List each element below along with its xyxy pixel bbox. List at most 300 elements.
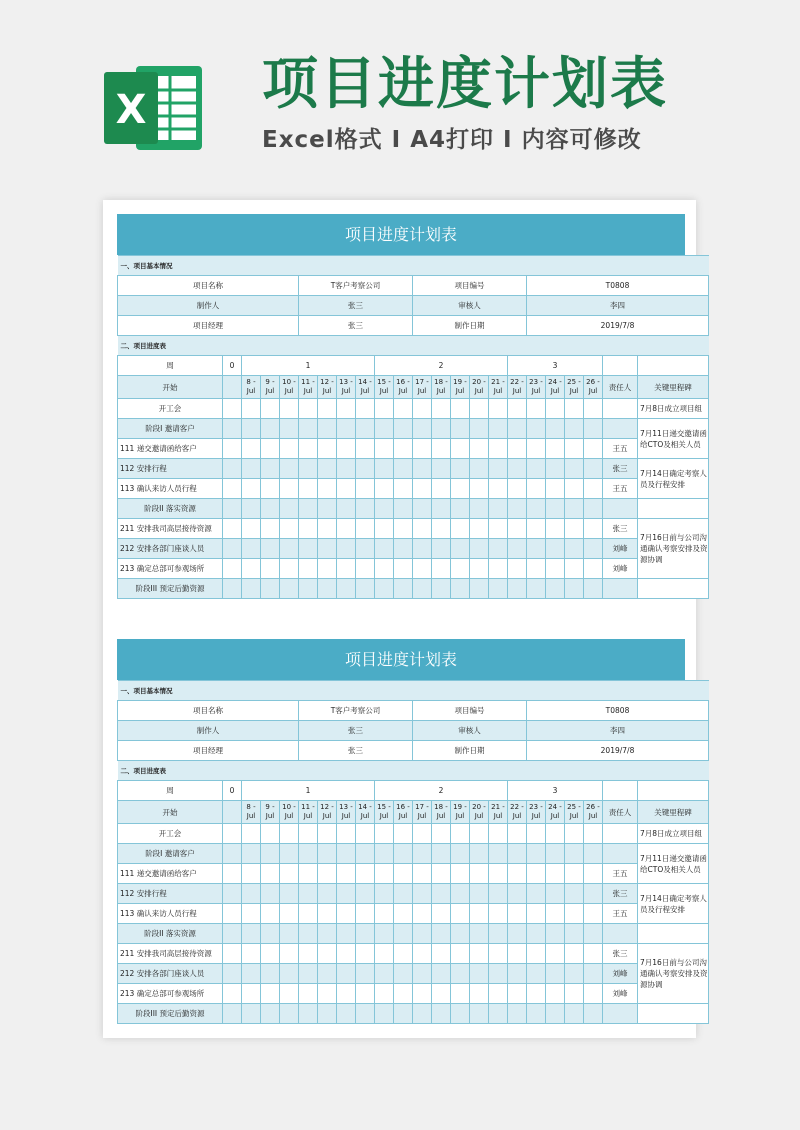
gantt-cell[interactable] <box>318 924 337 944</box>
gantt-cell[interactable] <box>242 479 261 499</box>
gantt-cell[interactable] <box>451 559 470 579</box>
gantt-cell[interactable] <box>565 459 584 479</box>
gantt-cell[interactable] <box>470 984 489 1004</box>
gantt-cell[interactable] <box>261 479 280 499</box>
gantt-cell[interactable] <box>489 399 508 419</box>
gantt-cell[interactable] <box>565 1004 584 1024</box>
gantt-cell[interactable] <box>527 964 546 984</box>
gantt-cell[interactable] <box>546 864 565 884</box>
gantt-cell[interactable] <box>470 1004 489 1024</box>
value-project-number[interactable]: T0808 <box>527 701 709 721</box>
gantt-cell[interactable] <box>318 824 337 844</box>
value-reviewer[interactable]: 李四 <box>527 721 709 741</box>
gantt-cell[interactable] <box>242 824 261 844</box>
gantt-cell[interactable] <box>337 519 356 539</box>
gantt-cell[interactable] <box>584 439 603 459</box>
gantt-cell[interactable] <box>242 539 261 559</box>
gantt-cell[interactable] <box>223 824 242 844</box>
gantt-cell[interactable] <box>489 479 508 499</box>
gantt-cell[interactable] <box>318 904 337 924</box>
gantt-cell[interactable] <box>584 419 603 439</box>
gantt-cell[interactable] <box>318 419 337 439</box>
gantt-cell[interactable] <box>527 399 546 419</box>
gantt-cell[interactable] <box>223 844 242 864</box>
gantt-cell[interactable] <box>413 419 432 439</box>
gantt-cell[interactable] <box>451 519 470 539</box>
gantt-cell[interactable] <box>394 439 413 459</box>
gantt-cell[interactable] <box>413 559 432 579</box>
gantt-cell[interactable] <box>451 944 470 964</box>
gantt-cell[interactable] <box>432 559 451 579</box>
gantt-cell[interactable] <box>356 884 375 904</box>
gantt-cell[interactable] <box>527 884 546 904</box>
gantt-cell[interactable] <box>261 559 280 579</box>
owner-cell[interactable] <box>603 924 638 944</box>
gantt-cell[interactable] <box>280 519 299 539</box>
gantt-cell[interactable] <box>527 499 546 519</box>
gantt-cell[interactable] <box>470 844 489 864</box>
gantt-cell[interactable] <box>337 539 356 559</box>
gantt-cell[interactable] <box>394 884 413 904</box>
gantt-cell[interactable] <box>546 459 565 479</box>
gantt-cell[interactable] <box>584 884 603 904</box>
value-reviewer[interactable]: 李四 <box>527 296 709 316</box>
gantt-cell[interactable] <box>280 844 299 864</box>
gantt-cell[interactable] <box>565 499 584 519</box>
gantt-cell[interactable] <box>413 984 432 1004</box>
gantt-cell[interactable] <box>546 419 565 439</box>
gantt-cell[interactable] <box>223 519 242 539</box>
gantt-cell[interactable] <box>394 964 413 984</box>
gantt-cell[interactable] <box>223 964 242 984</box>
gantt-cell[interactable] <box>375 519 394 539</box>
gantt-cell[interactable] <box>527 944 546 964</box>
gantt-cell[interactable] <box>508 944 527 964</box>
gantt-cell[interactable] <box>489 864 508 884</box>
gantt-cell[interactable] <box>432 539 451 559</box>
gantt-cell[interactable] <box>508 904 527 924</box>
gantt-cell[interactable] <box>527 864 546 884</box>
gantt-cell[interactable] <box>546 1004 565 1024</box>
gantt-cell[interactable] <box>584 944 603 964</box>
gantt-cell[interactable] <box>489 924 508 944</box>
gantt-cell[interactable] <box>432 824 451 844</box>
gantt-cell[interactable] <box>299 499 318 519</box>
owner-cell[interactable]: 张三 <box>603 884 638 904</box>
gantt-cell[interactable] <box>280 579 299 599</box>
gantt-cell[interactable] <box>318 579 337 599</box>
gantt-cell[interactable] <box>242 904 261 924</box>
gantt-cell[interactable] <box>337 399 356 419</box>
gantt-cell[interactable] <box>299 439 318 459</box>
gantt-cell[interactable] <box>394 539 413 559</box>
gantt-cell[interactable] <box>299 844 318 864</box>
gantt-cell[interactable] <box>318 479 337 499</box>
gantt-cell[interactable] <box>508 419 527 439</box>
gantt-cell[interactable] <box>356 439 375 459</box>
gantt-cell[interactable] <box>242 519 261 539</box>
gantt-cell[interactable] <box>242 559 261 579</box>
gantt-cell[interactable] <box>489 499 508 519</box>
gantt-cell[interactable] <box>356 984 375 1004</box>
gantt-cell[interactable] <box>356 944 375 964</box>
gantt-cell[interactable] <box>546 824 565 844</box>
owner-cell[interactable] <box>603 399 638 419</box>
gantt-cell[interactable] <box>546 519 565 539</box>
gantt-cell[interactable] <box>470 499 489 519</box>
gantt-cell[interactable] <box>299 964 318 984</box>
gantt-cell[interactable] <box>375 1004 394 1024</box>
owner-cell[interactable] <box>603 1004 638 1024</box>
value-project-manager[interactable]: 张三 <box>299 316 413 336</box>
gantt-cell[interactable] <box>223 864 242 884</box>
gantt-cell[interactable] <box>413 459 432 479</box>
gantt-cell[interactable] <box>261 519 280 539</box>
gantt-cell[interactable] <box>565 479 584 499</box>
gantt-cell[interactable] <box>299 824 318 844</box>
gantt-cell[interactable] <box>489 984 508 1004</box>
gantt-cell[interactable] <box>261 459 280 479</box>
gantt-cell[interactable] <box>261 844 280 864</box>
gantt-cell[interactable] <box>318 964 337 984</box>
gantt-cell[interactable] <box>413 519 432 539</box>
gantt-cell[interactable] <box>261 399 280 419</box>
gantt-cell[interactable] <box>527 579 546 599</box>
gantt-cell[interactable] <box>261 824 280 844</box>
gantt-cell[interactable] <box>337 904 356 924</box>
gantt-cell[interactable] <box>413 399 432 419</box>
gantt-cell[interactable] <box>299 479 318 499</box>
gantt-cell[interactable] <box>223 579 242 599</box>
owner-cell[interactable] <box>603 844 638 864</box>
gantt-cell[interactable] <box>356 924 375 944</box>
gantt-cell[interactable] <box>223 944 242 964</box>
gantt-cell[interactable] <box>527 824 546 844</box>
gantt-cell[interactable] <box>508 579 527 599</box>
gantt-cell[interactable] <box>527 559 546 579</box>
gantt-cell[interactable] <box>546 559 565 579</box>
gantt-cell[interactable] <box>261 864 280 884</box>
gantt-cell[interactable] <box>280 884 299 904</box>
gantt-cell[interactable] <box>375 984 394 1004</box>
gantt-cell[interactable] <box>299 519 318 539</box>
gantt-cell[interactable] <box>584 964 603 984</box>
gantt-cell[interactable] <box>356 824 375 844</box>
gantt-cell[interactable] <box>527 984 546 1004</box>
owner-cell[interactable]: 王五 <box>603 864 638 884</box>
gantt-cell[interactable] <box>584 479 603 499</box>
gantt-cell[interactable] <box>432 984 451 1004</box>
gantt-cell[interactable] <box>546 984 565 1004</box>
gantt-cell[interactable] <box>470 459 489 479</box>
owner-cell[interactable]: 王五 <box>603 479 638 499</box>
gantt-cell[interactable] <box>223 1004 242 1024</box>
gantt-cell[interactable] <box>451 824 470 844</box>
gantt-cell[interactable] <box>527 419 546 439</box>
gantt-cell[interactable] <box>413 904 432 924</box>
gantt-cell[interactable] <box>508 459 527 479</box>
owner-cell[interactable]: 刘峰 <box>603 964 638 984</box>
gantt-cell[interactable] <box>451 904 470 924</box>
gantt-cell[interactable] <box>527 479 546 499</box>
gantt-cell[interactable] <box>451 984 470 1004</box>
gantt-cell[interactable] <box>318 559 337 579</box>
gantt-cell[interactable] <box>375 824 394 844</box>
gantt-cell[interactable] <box>337 924 356 944</box>
gantt-cell[interactable] <box>432 864 451 884</box>
gantt-cell[interactable] <box>451 1004 470 1024</box>
gantt-cell[interactable] <box>223 904 242 924</box>
gantt-cell[interactable] <box>565 519 584 539</box>
owner-cell[interactable] <box>603 824 638 844</box>
gantt-cell[interactable] <box>280 419 299 439</box>
gantt-cell[interactable] <box>261 499 280 519</box>
gantt-cell[interactable] <box>470 579 489 599</box>
gantt-cell[interactable] <box>394 1004 413 1024</box>
gantt-cell[interactable] <box>489 459 508 479</box>
gantt-cell[interactable] <box>546 579 565 599</box>
owner-cell[interactable] <box>603 419 638 439</box>
gantt-cell[interactable] <box>489 539 508 559</box>
gantt-cell[interactable] <box>223 419 242 439</box>
gantt-cell[interactable] <box>508 924 527 944</box>
gantt-cell[interactable] <box>451 399 470 419</box>
gantt-cell[interactable] <box>432 904 451 924</box>
gantt-cell[interactable] <box>432 844 451 864</box>
gantt-cell[interactable] <box>394 844 413 864</box>
owner-cell[interactable]: 张三 <box>603 519 638 539</box>
gantt-cell[interactable] <box>546 479 565 499</box>
gantt-cell[interactable] <box>280 499 299 519</box>
gantt-cell[interactable] <box>565 439 584 459</box>
gantt-cell[interactable] <box>546 944 565 964</box>
gantt-cell[interactable] <box>318 1004 337 1024</box>
gantt-cell[interactable] <box>242 399 261 419</box>
gantt-cell[interactable] <box>527 924 546 944</box>
gantt-cell[interactable] <box>546 884 565 904</box>
value-project-name[interactable]: T客户考察公司 <box>299 276 413 296</box>
gantt-cell[interactable] <box>565 579 584 599</box>
gantt-cell[interactable] <box>375 399 394 419</box>
gantt-cell[interactable] <box>565 904 584 924</box>
gantt-cell[interactable] <box>584 1004 603 1024</box>
gantt-cell[interactable] <box>527 904 546 924</box>
gantt-cell[interactable] <box>470 539 489 559</box>
gantt-cell[interactable] <box>280 439 299 459</box>
gantt-cell[interactable] <box>261 964 280 984</box>
gantt-cell[interactable] <box>356 964 375 984</box>
gantt-cell[interactable] <box>451 924 470 944</box>
gantt-cell[interactable] <box>318 499 337 519</box>
gantt-cell[interactable] <box>261 1004 280 1024</box>
gantt-cell[interactable] <box>565 539 584 559</box>
gantt-cell[interactable] <box>546 924 565 944</box>
gantt-cell[interactable] <box>413 884 432 904</box>
gantt-cell[interactable] <box>527 519 546 539</box>
gantt-cell[interactable] <box>432 579 451 599</box>
gantt-cell[interactable] <box>318 399 337 419</box>
gantt-cell[interactable] <box>413 944 432 964</box>
gantt-cell[interactable] <box>356 1004 375 1024</box>
owner-cell[interactable] <box>603 579 638 599</box>
gantt-cell[interactable] <box>242 459 261 479</box>
gantt-cell[interactable] <box>546 499 565 519</box>
gantt-cell[interactable] <box>508 399 527 419</box>
gantt-cell[interactable] <box>413 579 432 599</box>
gantt-cell[interactable] <box>337 479 356 499</box>
gantt-cell[interactable] <box>565 864 584 884</box>
gantt-cell[interactable] <box>375 499 394 519</box>
gantt-cell[interactable] <box>489 824 508 844</box>
value-project-name[interactable]: T客户考察公司 <box>299 701 413 721</box>
gantt-cell[interactable] <box>584 499 603 519</box>
gantt-cell[interactable] <box>546 439 565 459</box>
gantt-cell[interactable] <box>318 884 337 904</box>
gantt-cell[interactable] <box>565 844 584 864</box>
gantt-cell[interactable] <box>375 864 394 884</box>
gantt-cell[interactable] <box>318 459 337 479</box>
gantt-cell[interactable] <box>489 964 508 984</box>
gantt-cell[interactable] <box>470 884 489 904</box>
gantt-cell[interactable] <box>337 1004 356 1024</box>
gantt-cell[interactable] <box>356 864 375 884</box>
gantt-cell[interactable] <box>223 459 242 479</box>
gantt-cell[interactable] <box>413 824 432 844</box>
gantt-cell[interactable] <box>356 904 375 924</box>
gantt-cell[interactable] <box>337 579 356 599</box>
gantt-cell[interactable] <box>261 924 280 944</box>
gantt-cell[interactable] <box>546 844 565 864</box>
gantt-cell[interactable] <box>413 499 432 519</box>
gantt-cell[interactable] <box>375 924 394 944</box>
gantt-cell[interactable] <box>318 519 337 539</box>
gantt-cell[interactable] <box>375 884 394 904</box>
gantt-cell[interactable] <box>375 844 394 864</box>
gantt-cell[interactable] <box>394 479 413 499</box>
gantt-cell[interactable] <box>508 479 527 499</box>
gantt-cell[interactable] <box>508 964 527 984</box>
gantt-cell[interactable] <box>280 824 299 844</box>
gantt-cell[interactable] <box>375 479 394 499</box>
owner-cell[interactable]: 王五 <box>603 904 638 924</box>
gantt-cell[interactable] <box>451 579 470 599</box>
gantt-cell[interactable] <box>489 439 508 459</box>
gantt-cell[interactable] <box>375 944 394 964</box>
gantt-cell[interactable] <box>527 439 546 459</box>
gantt-cell[interactable] <box>223 984 242 1004</box>
gantt-cell[interactable] <box>242 579 261 599</box>
gantt-cell[interactable] <box>489 519 508 539</box>
gantt-cell[interactable] <box>337 459 356 479</box>
gantt-cell[interactable] <box>394 904 413 924</box>
gantt-cell[interactable] <box>508 439 527 459</box>
gantt-cell[interactable] <box>584 539 603 559</box>
gantt-cell[interactable] <box>413 539 432 559</box>
gantt-cell[interactable] <box>565 924 584 944</box>
owner-cell[interactable]: 张三 <box>603 459 638 479</box>
gantt-cell[interactable] <box>299 539 318 559</box>
gantt-cell[interactable] <box>242 844 261 864</box>
owner-cell[interactable] <box>603 499 638 519</box>
gantt-cell[interactable] <box>432 1004 451 1024</box>
gantt-cell[interactable] <box>432 884 451 904</box>
gantt-cell[interactable] <box>242 1004 261 1024</box>
gantt-cell[interactable] <box>489 559 508 579</box>
gantt-cell[interactable] <box>242 984 261 1004</box>
value-created-date[interactable]: 2019/7/8 <box>527 741 709 761</box>
gantt-cell[interactable] <box>565 944 584 964</box>
gantt-cell[interactable] <box>280 1004 299 1024</box>
gantt-cell[interactable] <box>527 1004 546 1024</box>
gantt-cell[interactable] <box>375 964 394 984</box>
gantt-cell[interactable] <box>299 904 318 924</box>
gantt-cell[interactable] <box>584 864 603 884</box>
gantt-cell[interactable] <box>546 964 565 984</box>
gantt-cell[interactable] <box>489 944 508 964</box>
gantt-cell[interactable] <box>299 459 318 479</box>
gantt-cell[interactable] <box>223 924 242 944</box>
gantt-cell[interactable] <box>413 964 432 984</box>
gantt-cell[interactable] <box>318 864 337 884</box>
gantt-cell[interactable] <box>337 824 356 844</box>
gantt-cell[interactable] <box>223 499 242 519</box>
gantt-cell[interactable] <box>223 439 242 459</box>
gantt-cell[interactable] <box>299 864 318 884</box>
gantt-cell[interactable] <box>394 559 413 579</box>
gantt-cell[interactable] <box>337 944 356 964</box>
gantt-cell[interactable] <box>489 1004 508 1024</box>
gantt-cell[interactable] <box>337 884 356 904</box>
gantt-cell[interactable] <box>299 924 318 944</box>
gantt-cell[interactable] <box>413 924 432 944</box>
gantt-cell[interactable] <box>413 1004 432 1024</box>
gantt-cell[interactable] <box>375 559 394 579</box>
gantt-cell[interactable] <box>299 1004 318 1024</box>
gantt-cell[interactable] <box>470 399 489 419</box>
gantt-cell[interactable] <box>451 884 470 904</box>
gantt-cell[interactable] <box>394 864 413 884</box>
gantt-cell[interactable] <box>223 539 242 559</box>
value-creator[interactable]: 张三 <box>299 296 413 316</box>
gantt-cell[interactable] <box>584 559 603 579</box>
gantt-cell[interactable] <box>356 559 375 579</box>
gantt-cell[interactable] <box>394 499 413 519</box>
gantt-cell[interactable] <box>451 539 470 559</box>
gantt-cell[interactable] <box>280 944 299 964</box>
gantt-cell[interactable] <box>280 539 299 559</box>
gantt-cell[interactable] <box>546 904 565 924</box>
gantt-cell[interactable] <box>508 864 527 884</box>
gantt-cell[interactable] <box>451 479 470 499</box>
value-created-date[interactable]: 2019/7/8 <box>527 316 709 336</box>
gantt-cell[interactable] <box>584 399 603 419</box>
gantt-cell[interactable] <box>242 924 261 944</box>
gantt-cell[interactable] <box>394 924 413 944</box>
owner-cell[interactable]: 刘峰 <box>603 984 638 1004</box>
owner-cell[interactable]: 刘峰 <box>603 559 638 579</box>
gantt-cell[interactable] <box>565 824 584 844</box>
gantt-cell[interactable] <box>394 459 413 479</box>
gantt-cell[interactable] <box>489 904 508 924</box>
gantt-cell[interactable] <box>413 479 432 499</box>
gantt-cell[interactable] <box>299 984 318 1004</box>
gantt-cell[interactable] <box>413 439 432 459</box>
gantt-cell[interactable] <box>584 904 603 924</box>
gantt-cell[interactable] <box>470 964 489 984</box>
gantt-cell[interactable] <box>470 479 489 499</box>
gantt-cell[interactable] <box>223 884 242 904</box>
gantt-cell[interactable] <box>394 519 413 539</box>
